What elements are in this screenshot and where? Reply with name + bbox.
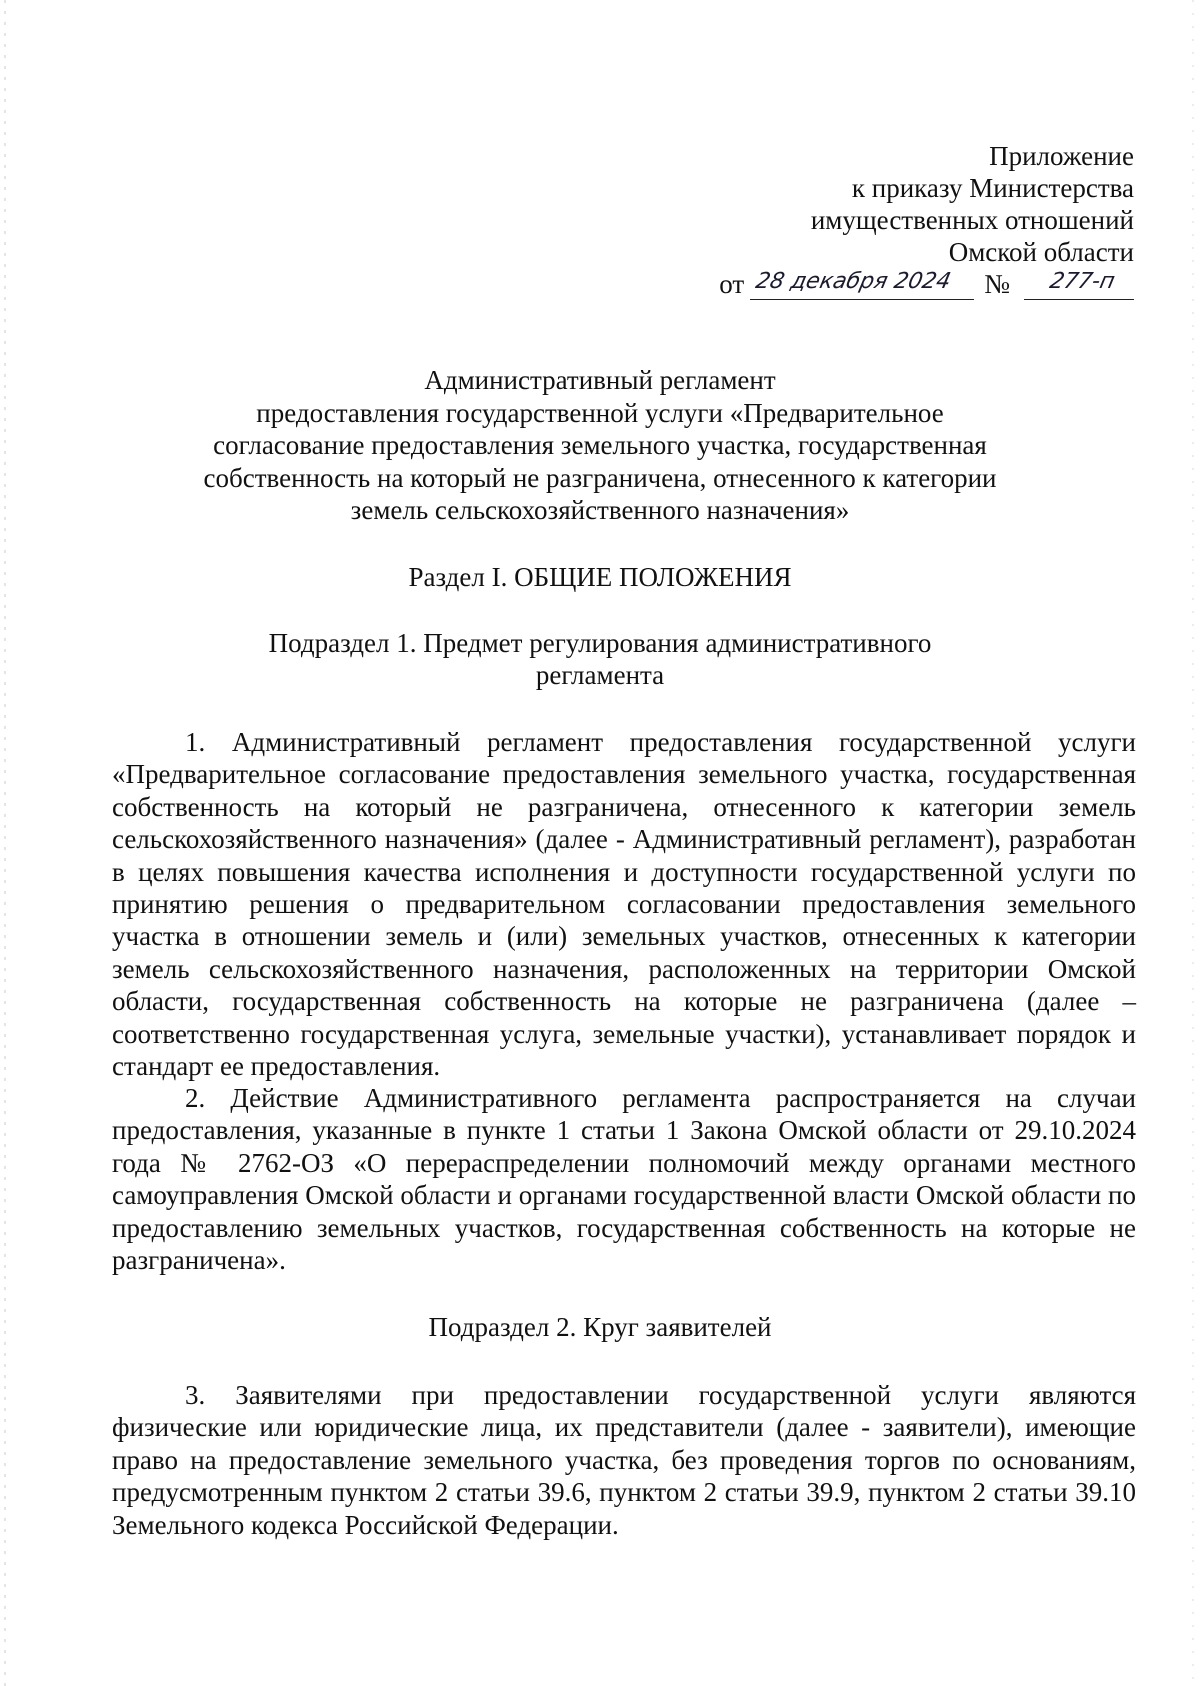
from-label: от — [719, 269, 745, 299]
title-line: согласование предоставления земельного участка, государственная — [213, 430, 987, 460]
appendix-header — [574, 140, 1134, 300]
date-blank — [750, 269, 974, 300]
ministry-name: имущественных отношений — [810, 205, 1134, 235]
handwritten-number: 277-п — [1047, 269, 1118, 294]
scan-edge-left — [4, 0, 6, 1686]
number-blank — [1024, 269, 1134, 300]
title-line: предоставления государственной услуги «Предварительное — [256, 397, 944, 428]
title-line: Административный регламент — [424, 365, 776, 395]
scan-edge-right — [1192, 0, 1194, 1686]
title-line: земель сельскохозяйственного назначения» — [350, 495, 850, 525]
date-number-line — [574, 268, 1134, 300]
subsection-heading-line: Подраздел 1. Предмет регулирования административного — [268, 628, 932, 658]
subsection-heading-line: регламента — [535, 660, 665, 690]
subsection-heading — [150, 627, 1050, 691]
document-title — [150, 364, 1050, 527]
section-heading: Раздел I. ОБЩИЕ ПОЛОЖЕНИЯ — [408, 562, 792, 592]
appendix-label: Приложение — [989, 141, 1134, 171]
order-reference: к приказу Министерства — [851, 173, 1134, 203]
number-label: № — [984, 269, 1010, 299]
title-line: собственность на который не разграничена, отнесенного к категории — [203, 462, 997, 493]
paragraph-1: 1. Административный регламент предоставления государственной услуги «Предварительное согласование предоставления земельного участка, государственная собственность на который не разграничена, отнесенного к категории земель сельскохозяйственного назначения» (далее - Административный регламент), разработан в целях повышения качества исполнения и доступности государственной услуги по принятию решения о предварительном согласовании предоставления земельного участка в отношении земель и (или) земельных участков, отнесенных к категории земель сельскохозяйственного назначения, расположенных на территории Омской области, государственная собственность на которые не разграничена (далее – соответственно государственная услуга, земельные участки), устанавливает порядок и стандарт ее предоставления. — [112, 727, 1136, 1082]
subsection-heading: Подраздел 2. Круг заявителей — [428, 1312, 772, 1342]
paragraph-3: 3. Заявителями при предоставлении государственной услуги являются физические или юридические лица, их представители (далее - заявители), имеющие право на предоставление земельного участка, без проведения торгов по основаниям, предусмотренным пунктом 2 статьи 39.6, пунктом 2 статьи 39.9, пунктом 2 статьи 39.10 Земельного кодекса Российской Федерации. — [112, 1380, 1136, 1540]
region-name: Омской области — [948, 237, 1134, 267]
handwritten-date: 28 декабря 2024 — [753, 269, 954, 294]
paragraph-2: 2. Действие Административного регламента распространяется на случаи предоставления, указанные в пункте 1 статьи 1 Закона Омской области от 29.10.2024 года № 2762-ОЗ «О перераспределении полномочий между органами местного самоуправления Омской области и органами государственной власти Омской области по предоставлению земельных участков, государственная собственность на которые не разграничена». — [112, 1083, 1136, 1276]
